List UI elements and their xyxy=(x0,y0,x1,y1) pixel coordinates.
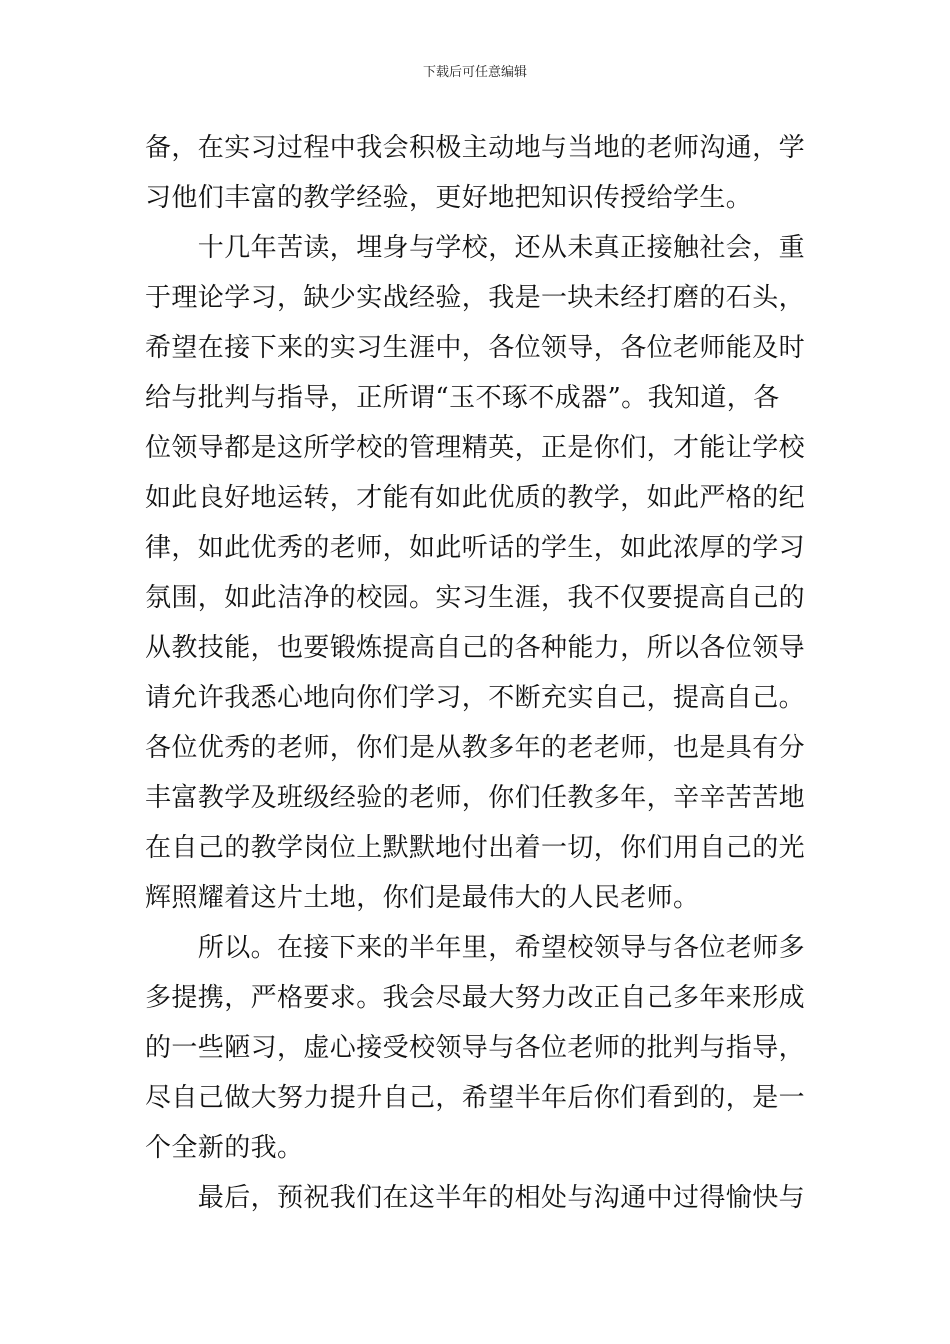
text-line: 习他们丰富的教学经验，更好地把知识传授给学生。 xyxy=(145,183,753,213)
page-header: 下载后可任意编辑 xyxy=(422,65,527,80)
text-line: 的一些陋习，虚心接受校领导与各位老师的批判与指导， xyxy=(145,1033,806,1063)
text-line: 请允许我悉心地向你们学习，不断充实自己，提高自己。 xyxy=(145,683,806,713)
text-line: 最后，预祝我们在这半年的相处与沟通中过得愉快与 xyxy=(145,1183,806,1213)
text-line: 律，如此优秀的老师，如此听话的学生，如此浓厚的学习 xyxy=(145,533,806,563)
text-line: 备，在实习过程中我会积极主动地与当地的老师沟通，学 xyxy=(145,133,806,163)
text-line: 在自己的教学岗位上默默地付出着一切，你们用自己的光 xyxy=(145,833,806,863)
text-line: 个全新的我。 xyxy=(145,1133,304,1163)
text-line: 各位优秀的老师，你们是从教多年的老老师，也是具有分 xyxy=(145,733,806,763)
text-line: 希望在接下来的实习生涯中，各位领导，各位老师能及时 xyxy=(145,333,806,363)
text-line: 位领导都是这所学校的管理精英，正是你们，才能让学校 xyxy=(145,433,806,463)
text-line: 十几年苦读，埋身与学校，还从未真正接触社会，重 xyxy=(145,233,806,263)
text-line: 氛围，如此洁净的校园。实习生涯，我不仅要提高自己的 xyxy=(145,583,806,613)
text-line: 如此良好地运转，才能有如此优质的教学，如此严格的纪 xyxy=(145,483,806,513)
text-line: 辉照耀着这片土地，你们是最伟大的人民老师。 xyxy=(145,883,700,913)
text-line: 从教技能，也要锻炼提高自己的各种能力，所以各位领导 xyxy=(145,633,806,663)
text-line: 给与批判与指导，正所谓“玉不琢不成器”。我知道，各 xyxy=(145,383,780,413)
text-line: 多提携，严格要求。我会尽最大努力改正自己多年来形成 xyxy=(145,983,806,1013)
text-line: 丰富教学及班级经验的老师，你们任教多年，辛辛苦苦地 xyxy=(145,783,806,813)
text-line: 所以。在接下来的半年里，希望校领导与各位老师多 xyxy=(145,933,806,963)
body-text xyxy=(145,123,809,1223)
text-line: 于理论学习，缺少实战经验，我是一块未经打磨的石头， xyxy=(145,283,806,313)
text-line: 尽自己做大努力提升自己，希望半年后你们看到的，是一 xyxy=(145,1083,806,1113)
